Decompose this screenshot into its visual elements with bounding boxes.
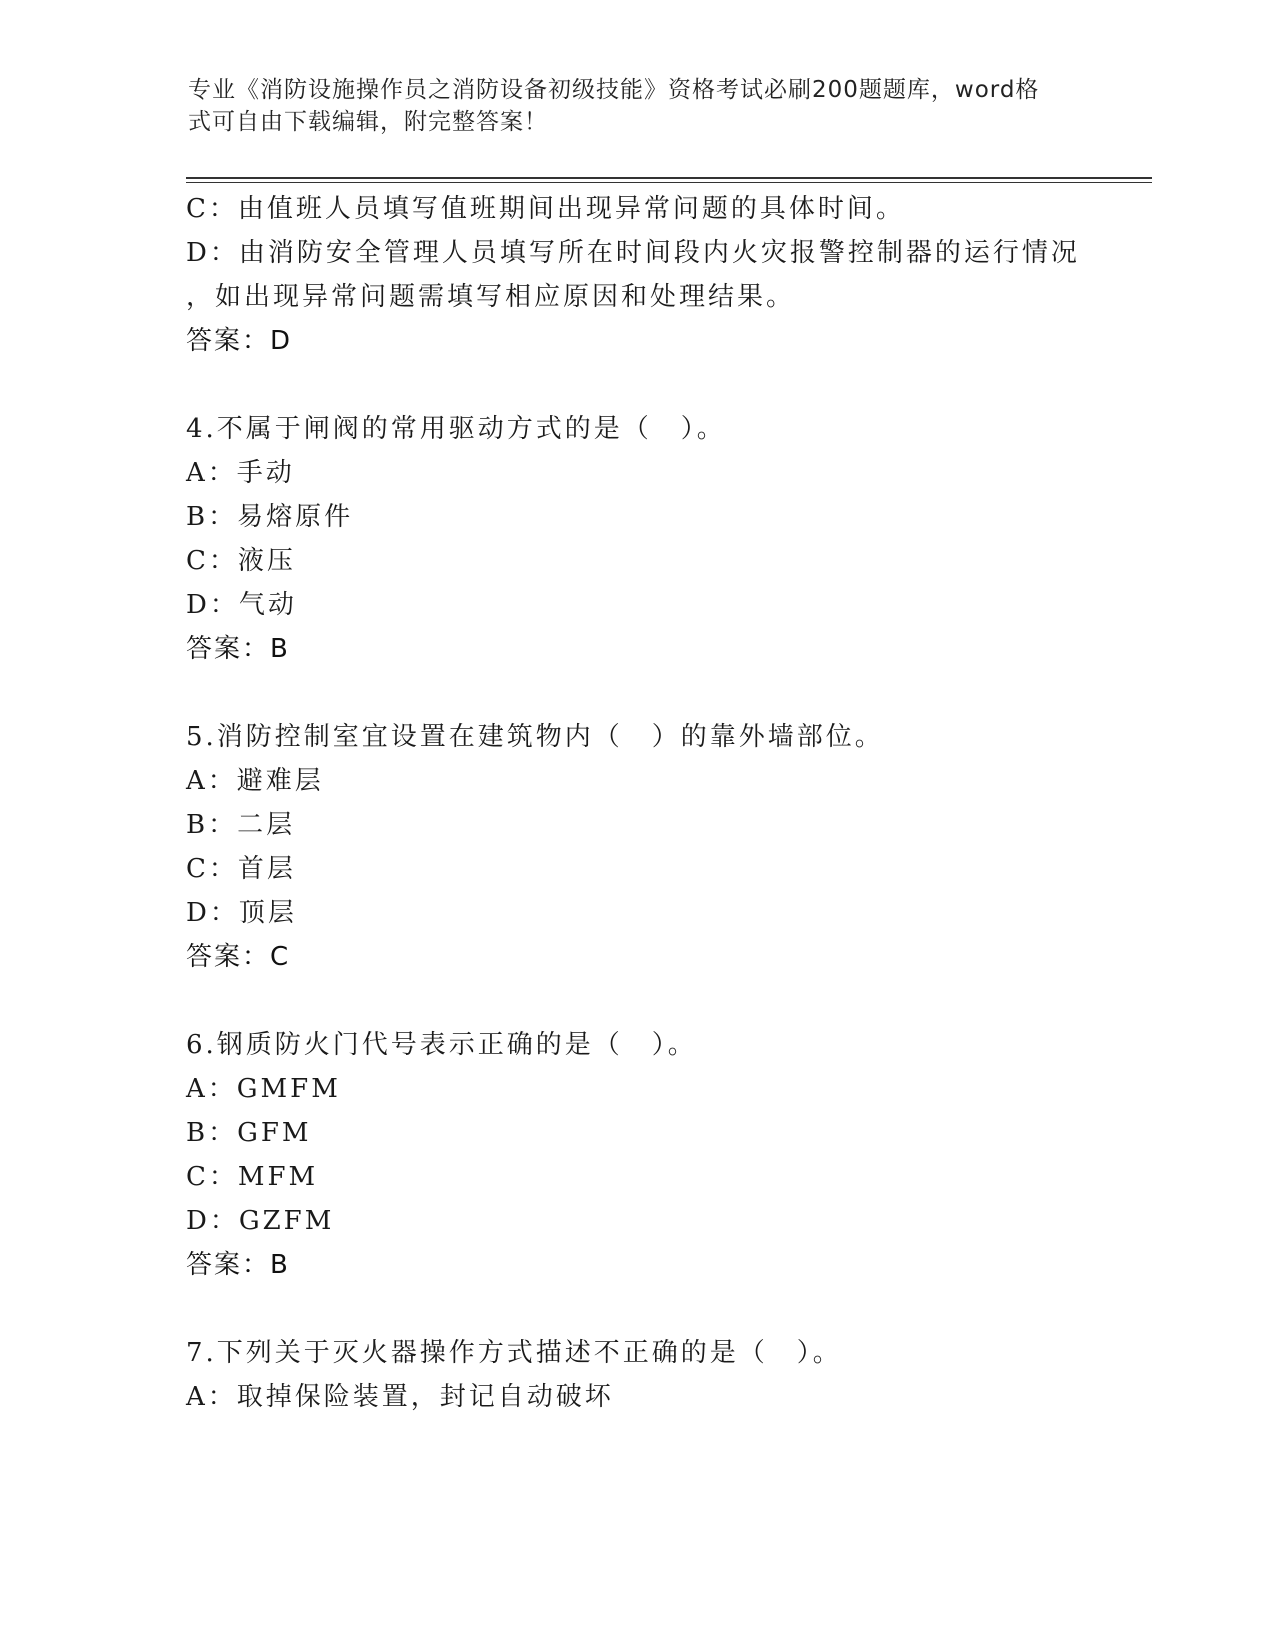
header-title-line-2: 式可自由下载编辑，附完整答案！: [188, 109, 548, 135]
q6-option-d: D：GZFM: [186, 1206, 335, 1236]
q7-stem: 7.下列关于灭火器操作方式描述不正确的是（ ）。: [186, 1338, 842, 1368]
q3-option-c: C：由值班人员填写值班期间出现异常问题的具体时间。: [186, 194, 905, 224]
q4-option-b: B：易熔原件: [186, 502, 354, 532]
q5-option-b: B：二层: [186, 810, 296, 840]
q6-option-a: A：GMFM: [186, 1074, 341, 1104]
q3-option-d-line-2: ，如出现异常问题需填写相应原因和处理结果。: [186, 282, 796, 312]
q4-option-d: D：气动: [186, 590, 297, 620]
q5-option-a: A：避难层: [186, 766, 324, 796]
header-title-line-1: 专业《消防设施操作员之消防设备初级技能》资格考试必刷200题题库，word格: [188, 77, 1040, 103]
q3-answer: 答案：D: [186, 326, 293, 356]
q4-answer: 答案：B: [186, 634, 290, 664]
q4-stem: 4.不属于闸阀的常用驱动方式的是（ ）。: [186, 414, 726, 444]
q6-option-b: B：GFM: [186, 1118, 312, 1148]
q6-option-c: C：MFM: [186, 1162, 319, 1192]
q4-option-c: C：液压: [186, 546, 296, 576]
q6-stem: 6.钢质防火门代号表示正确的是（ ）。: [186, 1030, 697, 1060]
q5-answer: 答案：C: [186, 942, 291, 972]
q4-option-a: A：手动: [186, 458, 295, 488]
header-divider-secondary: [186, 182, 1152, 183]
q5-option-d: D：顶层: [186, 898, 297, 928]
q7-option-a: A：取掉保险装置，封记自动破坏: [186, 1382, 614, 1412]
q5-stem: 5.消防控制室宜设置在建筑物内（ ）的靠外墙部位。: [186, 722, 884, 752]
header-divider: [186, 177, 1152, 179]
q6-answer: 答案：B: [186, 1250, 290, 1280]
q5-option-c: C：首层: [186, 854, 296, 884]
document-header: [188, 74, 1068, 138]
q3-option-d-line-1: D：由消防安全管理人员填写所在时间段内火灾报警控制器的运行情况: [186, 238, 1080, 268]
